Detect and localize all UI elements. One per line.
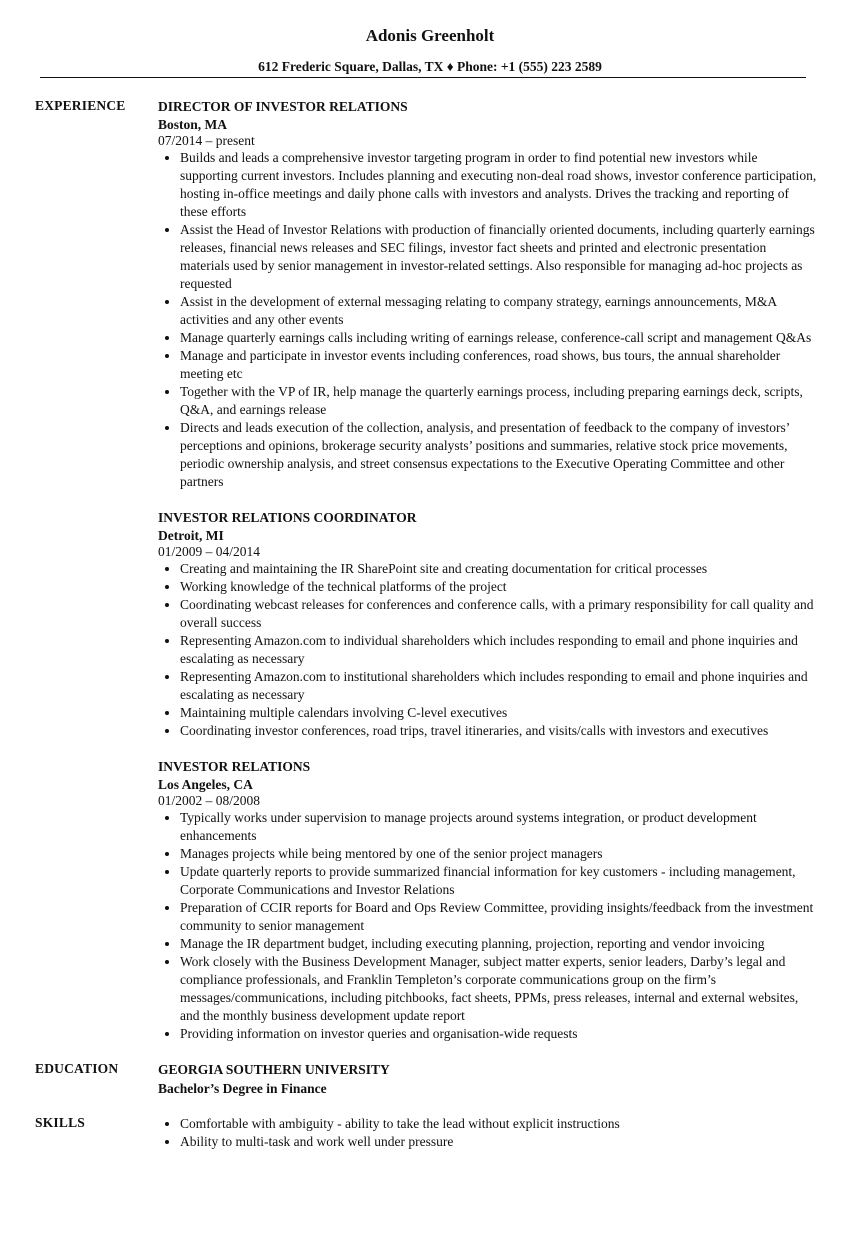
header-divider	[40, 77, 806, 78]
job-location: Los Angeles, CA	[158, 777, 253, 792]
job-bullet: • Manage and participate in investor events including conferences, road shows, bus tours, the annual shareholder meeting etc	[180, 347, 818, 383]
job-bullet: • Preparation of CCIR reports for Board and Ops Review Committee, providing insights/feedback from the investment community to senior management	[180, 899, 818, 935]
job-bullets	[158, 149, 818, 491]
job-bullet: • Manages projects while being mentored by one of the senior project managers	[180, 845, 818, 863]
job-bullet: • Manage the IR department budget, including executing planning, projection, reporting and vendor invoicing	[180, 935, 818, 953]
job-bullet: • Working knowledge of the technical platforms of the project	[180, 578, 818, 596]
education-school: GEORGIA SOUTHERN UNIVERSITY	[158, 1062, 390, 1077]
job-title: DIRECTOR OF INVESTOR RELATIONS	[158, 99, 408, 114]
job-bullet: • Representing Amazon.com to institutional shareholders which includes responding to email and phone inquiries and escalating as necessary	[180, 668, 818, 704]
contact-line: 612 Frederic Square, Dallas, TX ♦ Phone: +1 (555) 223 2589	[258, 59, 602, 74]
job-bullet: • Assist the Head of Investor Relations with production of financially oriented documents, including quarterly earnings releases, financial news releases and SEC filings, investor fact sheets and printed and electronic presentation materials used by senior management in investor-related settings. Also responsible for managing ad-hoc projects as requested	[180, 221, 818, 293]
education-label: EDUCATION	[35, 1061, 119, 1076]
job-dates: 01/2002 – 08/2008	[158, 793, 261, 808]
job-bullet: • Directs and leads execution of the collection, analysis, and presentation of feedback to the company of investors’ perceptions and opinions, brokerage security analysts’ positions and summaries, relative stock price movements, periodic ownership analysis, and street consensus expectations to the Executive Operating Committee and other partners	[180, 419, 818, 491]
job-bullet: • Together with the VP of IR, help manage the quarterly earnings process, including preparing earnings deck, scripts, Q&A, and earnings release	[180, 383, 818, 419]
job-entry	[158, 758, 818, 1043]
job-entry	[158, 509, 818, 740]
candidate-name: Adonis Greenholt	[365, 26, 495, 45]
job-bullet: • Maintaining multiple calendars involving C-level executives	[180, 704, 818, 722]
education-section	[0, 1061, 860, 1099]
job-bullets	[158, 809, 818, 1043]
job-bullet: • Coordinating webcast releases for conferences and conference calls, with a primary responsibility for call quality and overall success	[180, 596, 818, 632]
experience-section	[0, 98, 860, 1043]
skill-item: • Ability to multi-task and work well under pressure	[180, 1133, 818, 1151]
job-location: Detroit, MI	[158, 528, 224, 543]
resume-content	[0, 98, 860, 1151]
skills-body	[158, 1115, 818, 1151]
education-degree: Bachelor’s Degree in Finance	[158, 1081, 327, 1096]
experience-label: EXPERIENCE	[35, 98, 126, 113]
job-bullet: • Coordinating investor conferences, road trips, travel itineraries, and visits/calls with investors and executives	[180, 722, 818, 740]
job-bullet: • Typically works under supervision to manage projects around systems integration, or product development enhancements	[180, 809, 818, 845]
job-bullet: • Builds and leads a comprehensive investor targeting program in order to find potential new investors while supporting current investors. Includes planning and executing non-deal road shows, investor conference participation, hosting in-office meetings and daily phone calls with investors and analysts. Drives the tracking and reporting of these efforts	[180, 149, 818, 221]
job-bullet: • Work closely with the Business Development Manager, subject matter experts, senior leaders, Darby’s legal and compliance professionals, and Franklin Templeton’s corporate communications group on the firm’s messages/communications, including pitchbooks, fact sheets, PPMs, press releases, internal and external websites, and the monthly business development update report	[180, 953, 818, 1025]
job-bullet: • Manage quarterly earnings calls including writing of earnings release, conference-call script and management Q&As	[180, 329, 818, 347]
skill-item: • Comfortable with ambiguity - ability to take the lead without explicit instructions	[180, 1115, 818, 1133]
job-bullet: • Creating and maintaining the IR SharePoint site and creating documentation for critical processes	[180, 560, 818, 578]
job-bullet: • Update quarterly reports to provide summarized financial information for key customers - including management, Corporate Communications and Investor Relations	[180, 863, 818, 899]
job-entry	[158, 98, 818, 491]
job-bullet: • Providing information on investor queries and organisation-wide requests	[180, 1025, 818, 1043]
skills-section	[0, 1115, 860, 1151]
job-bullets	[158, 560, 818, 740]
experience-body	[158, 98, 818, 1043]
job-location: Boston, MA	[158, 117, 228, 132]
job-title: INVESTOR RELATIONS	[158, 759, 311, 774]
skills-label: SKILLS	[35, 1115, 85, 1130]
job-bullet: • Assist in the development of external messaging relating to company strategy, earnings announcements, M&A activities and any other events	[180, 293, 818, 329]
job-bullet: • Representing Amazon.com to individual shareholders which includes responding to email and phone inquiries and escalating as necessary	[180, 632, 818, 668]
education-body	[158, 1061, 818, 1099]
job-dates: 07/2014 – present	[158, 133, 255, 148]
job-dates: 01/2009 – 04/2014	[158, 544, 261, 559]
job-title: INVESTOR RELATIONS COORDINATOR	[158, 510, 417, 525]
skills-list	[158, 1115, 818, 1151]
